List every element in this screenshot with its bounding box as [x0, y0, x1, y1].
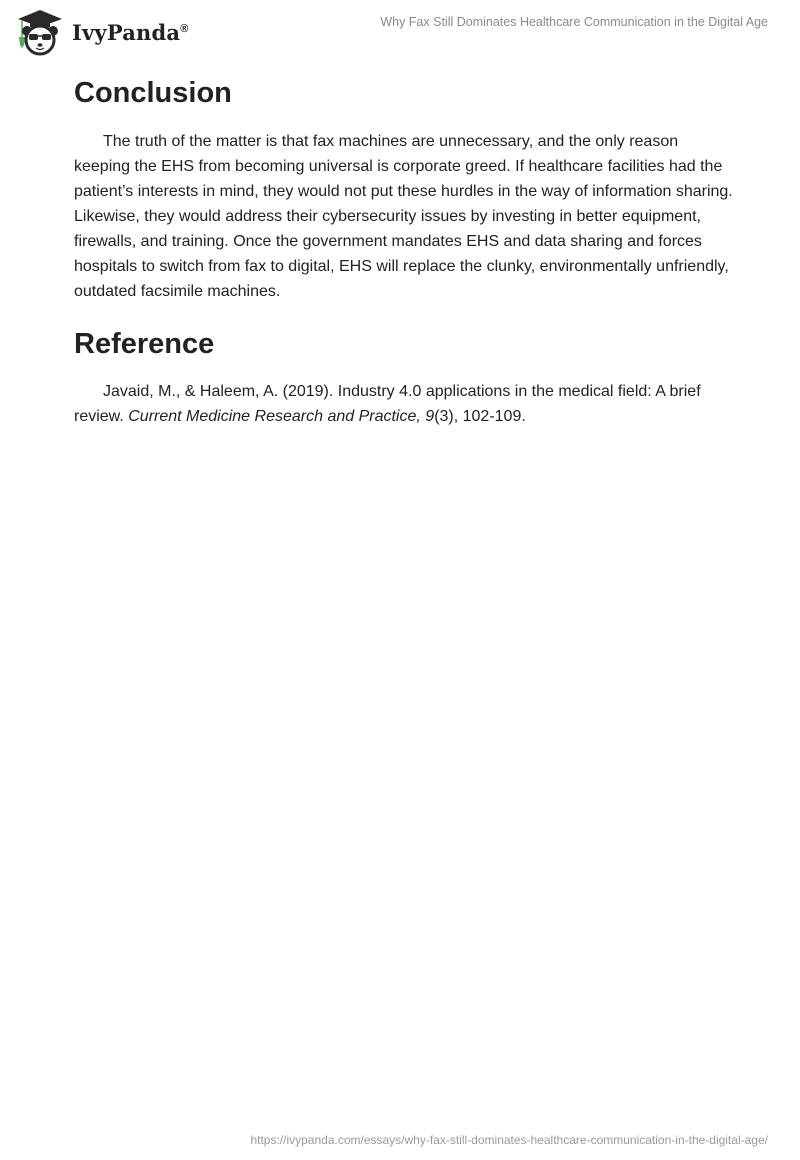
logo-wordmark: IvyPanda®: [72, 19, 189, 45]
source-url[interactable]: https://ivypanda.com/essays/why-fax-still-dominates-healthcare-communication-in-the-digital-age/: [250, 1133, 768, 1147]
page-header: [0, 0, 800, 60]
document-body: [74, 72, 734, 429]
section-heading-reference: Reference: [74, 328, 215, 360]
citation-journal: Current Medicine Research and Practice,: [128, 408, 421, 425]
document-title: Why Fax Still Dominates Healthcare Communication in the Digital Age: [380, 15, 768, 29]
reference-citation: [74, 379, 734, 429]
panda-graduate-icon: [14, 7, 66, 57]
ivypanda-logo[interactable]: [14, 7, 189, 57]
conclusion-paragraph: The truth of the matter is that fax machines are unnecessary, and the only reason keeping the EHS from becoming universal is corporate greed. If healthcare facilities had the patient’s interests in mind, they would not put these hurdles in the way of information sharing. Likewise, they would address their cybersecurity issues by investing in better equipment, firewalls, and training. Once the government mandates EHS and data sharing and forces hospitals to switch from fax to digital, EHS will replace the clunky, environmentally unfriendly, outdated facsimile machines.: [74, 133, 733, 300]
citation-authors-title: Javaid, M., & Haleem, A. (2019). Industry 4.0 applications in the medical field: A brief review.: [74, 383, 701, 425]
citation-issue-pages: (3), 102-109.: [434, 408, 526, 425]
citation-volume: 9: [425, 408, 435, 425]
section-heading-conclusion: Conclusion: [74, 77, 232, 109]
